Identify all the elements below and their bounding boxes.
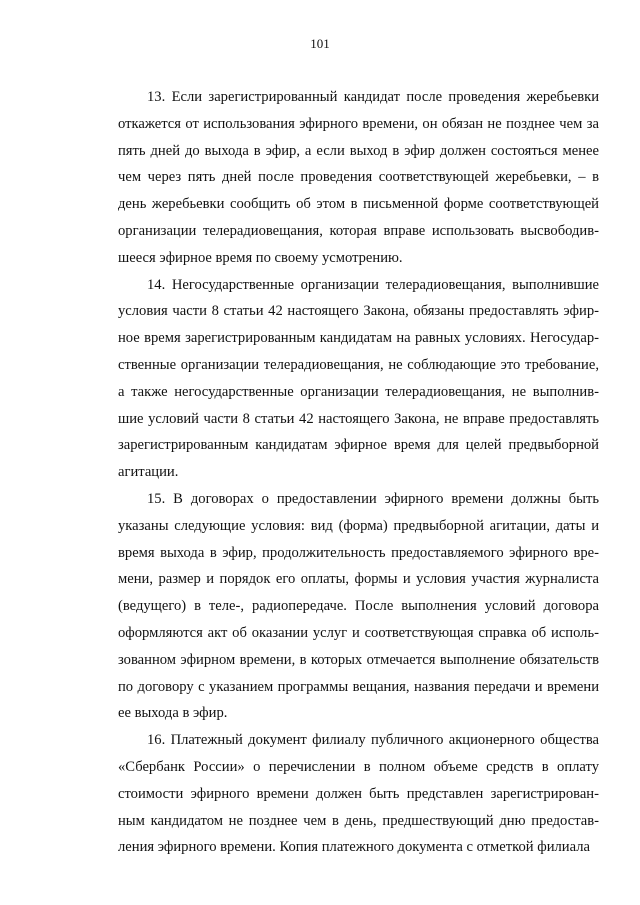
paragraph-14: 14. Негосударственные организации телерадиовещания, выполнившие условия части 8 статьи 42 настоящего Закона, обязаны предоставлять эфирное время зарегистрированным кандидатам на равных условиях. Негосударственные организации телерадиовещания, не соблюдающие это требование, а также негосударственные организации телерадиовещания, не выполнившие условий части 8 статьи 42 настоящего Закона, не вправе предоставлять зарегистрированным кандидатам эфирное время для целей предвыборной агитации. (118, 276, 599, 481)
page-number: 101 (310, 36, 330, 51)
document-body (118, 84, 599, 861)
paragraph-13: 13. Если зарегистрированный кандидат после проведения жеребьевки откажется от использования эфирного времени, он обязан не позднее чем за пять дней до выхода в эфир, а если выход в эфир должен состояться менее чем через пять дней после проведения соответствующей жеребьевки, – в день жеребьевки сообщить об этом в письменной форме соответствующей организации телерадиовещания, которая вправе использовать высвободившееся эфирное время по своему усмотрению. (118, 89, 599, 266)
paragraph-16: 16. Платежный документ филиалу публичного акционерного общества «Сбербанк России» о перечислении в полном объеме средств в оплату стоимости эфирного времени должен быть представлен зарегистрированным кандидатом не позднее чем в день, предшествующий дню предоставления эфирного времени. Копия платежного документа с отметкой филиала (118, 732, 599, 856)
paragraph-15: 15. В договорах о предоставлении эфирного времени должны быть указаны следующие условия: вид (форма) предвыборной агитации, даты и время выхода в эфир, продолжительность предоставляемого эфирного времени, размер и порядок его оплаты, формы и условия участия журналиста (ведущего) в теле-, радиопередаче. После выполнения условий договора оформляются акт об оказании услуг и соответствующая справка об использованном эфирном времени, в которых отмечается выполнение обязательств по договору с указанием программы вещания, названия передачи и времени ее выхода в эфир. (118, 490, 599, 722)
